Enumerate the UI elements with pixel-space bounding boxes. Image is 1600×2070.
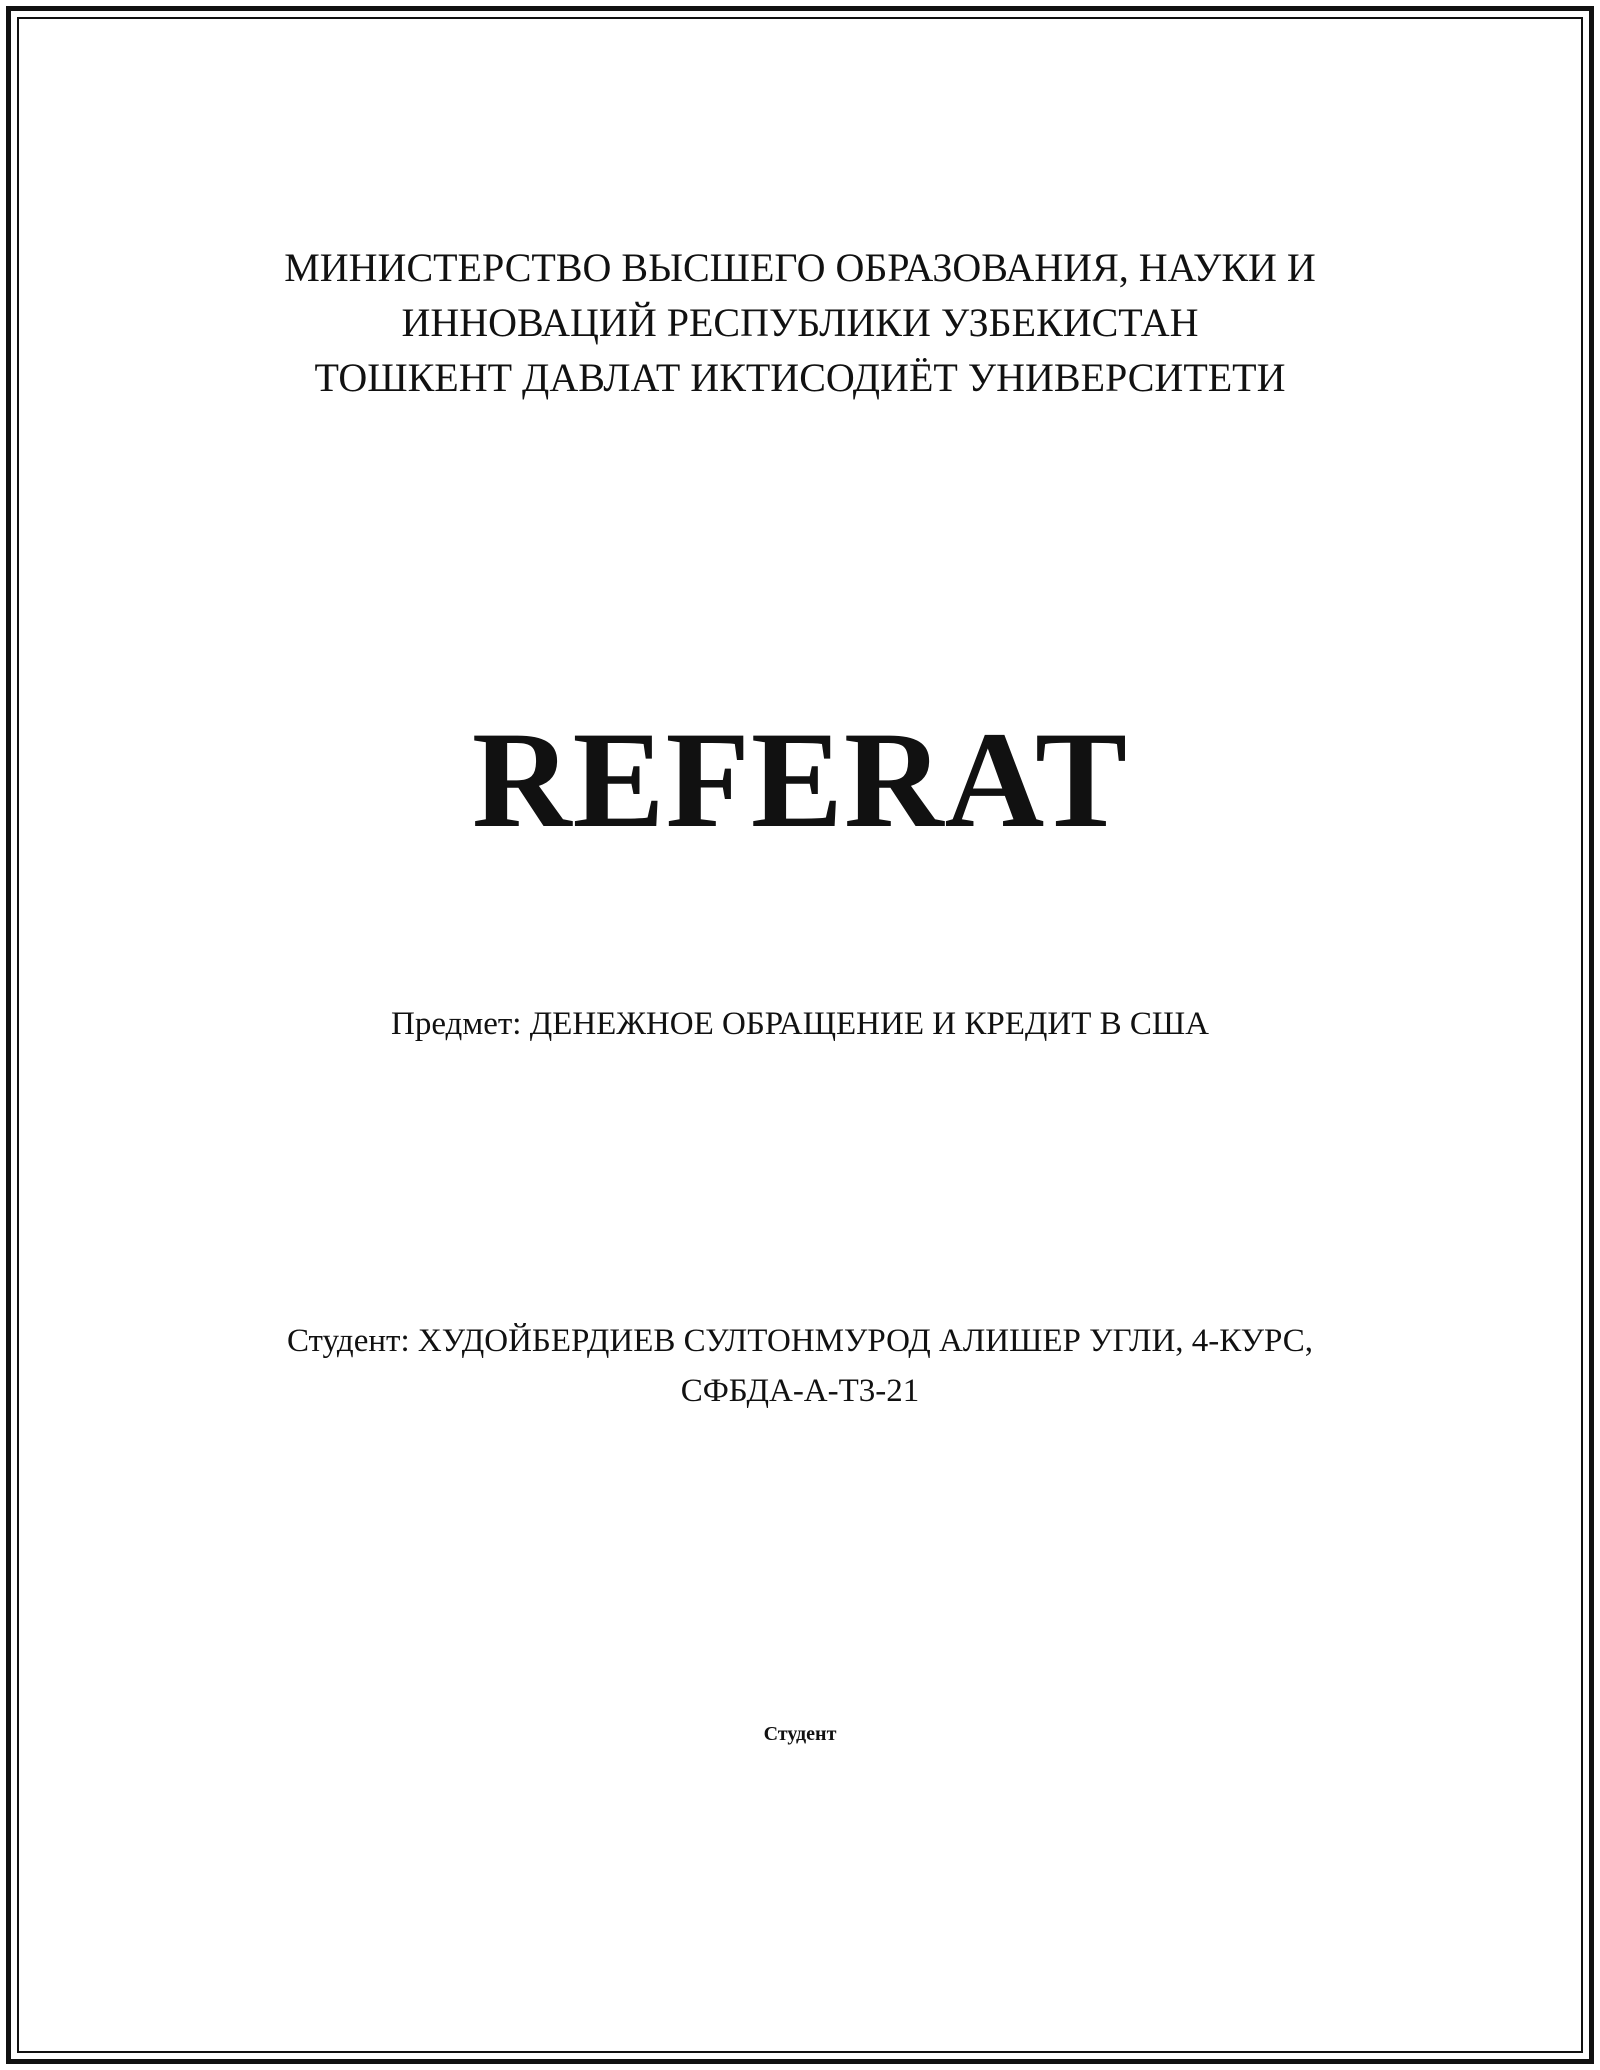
document-title: REFERAT bbox=[471, 703, 1129, 856]
footer-student-label: Студент bbox=[763, 1723, 837, 1745]
header-line-republic: ИННОВАЦИЙ РЕСПУБЛИКИ УЗБЕКИСТАН bbox=[401, 300, 1199, 345]
subject-line: Предмет: ДЕНЕЖНОЕ ОБРАЩЕНИЕ И КРЕДИТ В США bbox=[390, 1006, 1209, 1042]
institution-header bbox=[0, 240, 1600, 405]
student-info: Студент: ХУДОЙБЕРДИЕВ СУЛТОНМУРОД АЛИШЕР УГЛИ, 4-КУРС, СФБДА-А-Т3-21 bbox=[286, 1323, 1314, 1409]
header-line-ministry: МИНИСТЕРСТВО ВЫСШЕГО ОБРАЗОВАНИЯ, НАУКИ И bbox=[284, 245, 1316, 290]
header-line-university: ТОШКЕНТ ДАВЛАТ ИКТИСОДИЁТ УНИВЕРСИТЕТИ bbox=[314, 355, 1286, 400]
